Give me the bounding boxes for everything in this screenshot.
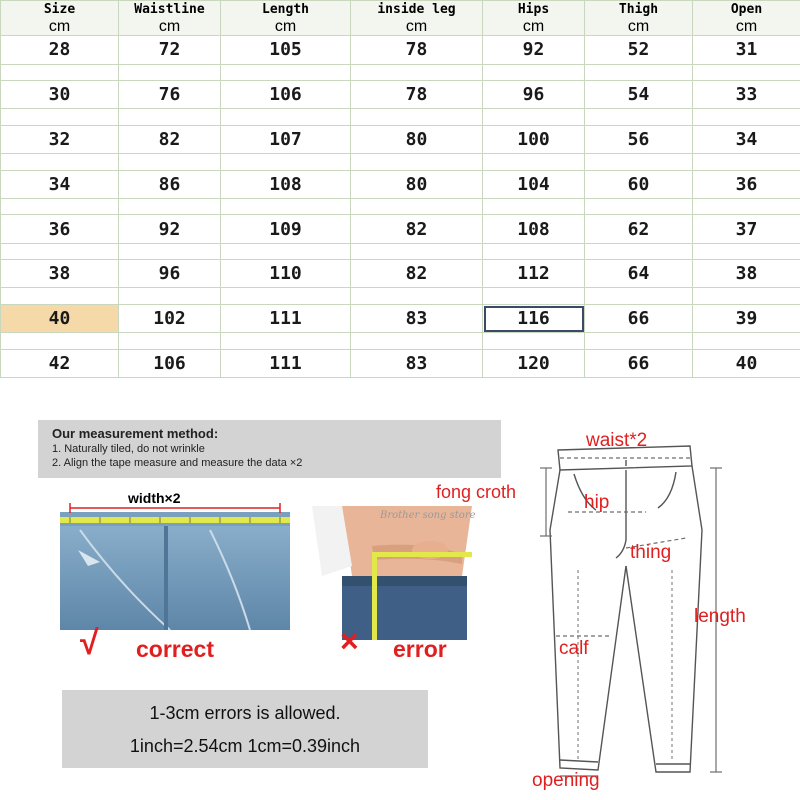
blank-cell[interactable] xyxy=(119,333,221,350)
width-label: width×2 xyxy=(128,490,181,506)
blank-cell[interactable] xyxy=(693,288,800,305)
blank-cell[interactable] xyxy=(693,198,800,215)
table-cell[interactable]: 120 xyxy=(483,349,585,377)
correct-measurement-photo xyxy=(60,490,290,630)
blank-cell[interactable] xyxy=(483,109,585,126)
size-cell[interactable]: 42 xyxy=(1,349,119,377)
blank-cell[interactable] xyxy=(221,333,351,350)
table-cell[interactable]: 56 xyxy=(585,125,693,153)
blank-cell[interactable] xyxy=(483,198,585,215)
blank-cell[interactable] xyxy=(221,243,351,260)
unit-conversion-note: 1inch=2.54cm 1cm=0.39inch xyxy=(129,736,361,756)
table-cell[interactable]: 108 xyxy=(221,170,351,198)
table-cell[interactable]: 82 xyxy=(119,125,221,153)
table-row xyxy=(1,170,800,198)
blank-row xyxy=(1,198,800,215)
blank-cell[interactable] xyxy=(119,64,221,81)
table-cell[interactable]: 36 xyxy=(693,170,800,198)
method-title: Our measurement method: xyxy=(52,426,219,441)
size-cell[interactable]: 34 xyxy=(1,170,119,198)
blank-cell[interactable] xyxy=(693,333,800,350)
table-cell[interactable]: 72 xyxy=(119,36,221,64)
blank-cell[interactable] xyxy=(693,64,800,81)
blank-cell[interactable] xyxy=(1,198,119,215)
blank-cell[interactable] xyxy=(351,198,483,215)
blank-cell[interactable] xyxy=(221,198,351,215)
table-row xyxy=(1,81,800,109)
size-cell[interactable]: 38 xyxy=(1,260,119,288)
method-step: 2. Align the tape measure and measure the data ×2 xyxy=(52,457,303,469)
blank-cell[interactable] xyxy=(1,243,119,260)
table-cell[interactable]: 40 xyxy=(693,349,800,377)
blank-cell[interactable] xyxy=(1,109,119,126)
table-cell[interactable]: 83 xyxy=(351,349,483,377)
table-row xyxy=(1,349,800,377)
blank-cell[interactable] xyxy=(693,243,800,260)
blank-cell[interactable] xyxy=(351,154,483,171)
table-cell[interactable]: 66 xyxy=(585,305,693,333)
blank-cell[interactable] xyxy=(1,64,119,81)
blank-cell[interactable] xyxy=(483,243,585,260)
blank-cell[interactable] xyxy=(351,333,483,350)
table-cell[interactable]: 83 xyxy=(351,305,483,333)
blank-cell[interactable] xyxy=(119,198,221,215)
blank-cell[interactable] xyxy=(585,154,693,171)
size-chart-table xyxy=(0,0,800,378)
thigh-label: thing xyxy=(630,542,672,563)
table-cell[interactable]: 34 xyxy=(693,125,800,153)
column-header: inside leg cm xyxy=(351,1,483,36)
blank-cell[interactable] xyxy=(119,243,221,260)
table-cell[interactable]: 106 xyxy=(119,349,221,377)
table-cell[interactable]: 66 xyxy=(585,349,693,377)
error-label: error xyxy=(393,636,447,662)
blank-row xyxy=(1,288,800,305)
table-cell[interactable]: 92 xyxy=(483,36,585,64)
size-cell[interactable]: 36 xyxy=(1,215,119,243)
blank-cell[interactable] xyxy=(585,64,693,81)
blank-cell[interactable] xyxy=(483,154,585,171)
blank-cell[interactable] xyxy=(585,243,693,260)
size-cell[interactable]: 32 xyxy=(1,125,119,153)
cross-icon: × xyxy=(340,623,359,659)
jeans-outline xyxy=(526,420,800,800)
table-cell[interactable]: 106 xyxy=(221,81,351,109)
table-cell[interactable]: 111 xyxy=(221,305,351,333)
table-cell[interactable]: 111 xyxy=(221,349,351,377)
table-cell[interactable]: 39 xyxy=(693,305,800,333)
blank-cell[interactable] xyxy=(221,154,351,171)
tolerance-note: 1-3cm errors is allowed. xyxy=(149,703,341,723)
table-cell[interactable]: 80 xyxy=(351,125,483,153)
jeans-measurement-diagram xyxy=(436,420,800,800)
blank-cell[interactable] xyxy=(693,109,800,126)
table-cell[interactable]: 92 xyxy=(119,215,221,243)
table-cell[interactable]: 109 xyxy=(221,215,351,243)
checkmark-icon: √ xyxy=(80,624,99,662)
table-header-row xyxy=(1,1,800,36)
table-cell[interactable]: 64 xyxy=(585,260,693,288)
column-header: Size cm xyxy=(1,1,119,36)
opening-label: opening xyxy=(532,770,600,791)
blank-row xyxy=(1,109,800,126)
table-cell[interactable]: 52 xyxy=(585,36,693,64)
column-header: Thigh cm xyxy=(585,1,693,36)
size-cell[interactable]: 40 xyxy=(1,305,119,333)
table-cell[interactable]: 76 xyxy=(119,81,221,109)
length-label: length xyxy=(694,606,746,627)
table-cell[interactable]: 110 xyxy=(221,260,351,288)
calf-label: calf xyxy=(559,638,589,659)
table-row xyxy=(1,125,800,153)
blank-cell[interactable] xyxy=(1,333,119,350)
table-cell[interactable]: 108 xyxy=(483,215,585,243)
table-body xyxy=(1,36,800,378)
store-watermark: Brother song store xyxy=(380,510,476,521)
column-header: Open cm xyxy=(693,1,800,36)
table-cell[interactable]: 82 xyxy=(351,215,483,243)
table-row xyxy=(1,215,800,243)
size-cell[interactable]: 30 xyxy=(1,81,119,109)
table-cell[interactable]: 54 xyxy=(585,81,693,109)
blank-row xyxy=(1,243,800,260)
blank-cell[interactable] xyxy=(221,64,351,81)
table-cell[interactable]: 107 xyxy=(221,125,351,153)
table-cell[interactable]: 100 xyxy=(483,125,585,153)
blank-cell[interactable] xyxy=(483,64,585,81)
column-header: Length cm xyxy=(221,1,351,36)
blank-row xyxy=(1,333,800,350)
column-header: Waistline cm xyxy=(119,1,221,36)
size-cell[interactable]: 28 xyxy=(1,36,119,64)
blank-cell[interactable] xyxy=(585,109,693,126)
correct-label: correct xyxy=(136,636,214,662)
table-cell[interactable]: 82 xyxy=(351,260,483,288)
blank-cell[interactable] xyxy=(585,288,693,305)
error-measurement-photo xyxy=(312,506,502,640)
table-row xyxy=(1,260,800,288)
column-header: Hips cm xyxy=(483,1,585,36)
blank-cell[interactable] xyxy=(351,243,483,260)
blank-cell[interactable] xyxy=(483,288,585,305)
blank-cell[interactable] xyxy=(1,288,119,305)
table-row xyxy=(1,36,800,64)
blank-cell[interactable] xyxy=(221,288,351,305)
blank-cell[interactable] xyxy=(693,154,800,171)
measurement-method-panel xyxy=(38,420,501,478)
tolerance-panel xyxy=(62,690,428,768)
blank-cell[interactable] xyxy=(351,288,483,305)
table-cell[interactable]: 33 xyxy=(693,81,800,109)
table-cell[interactable]: 62 xyxy=(585,215,693,243)
blank-row xyxy=(1,154,800,171)
table-cell[interactable]: 116 xyxy=(483,305,585,333)
blank-cell[interactable] xyxy=(585,198,693,215)
blank-cell[interactable] xyxy=(585,333,693,350)
blank-cell[interactable] xyxy=(351,64,483,81)
table-cell[interactable]: 80 xyxy=(351,170,483,198)
table-cell[interactable]: 96 xyxy=(119,260,221,288)
waist-label: waist*2 xyxy=(586,430,648,451)
blank-cell[interactable] xyxy=(221,109,351,126)
table-cell[interactable]: 78 xyxy=(351,36,483,64)
hip-label: hip xyxy=(584,492,610,513)
method-step: 1. Naturally tiled, do not wrinkle xyxy=(52,443,205,455)
blank-cell[interactable] xyxy=(119,288,221,305)
table-cell[interactable]: 86 xyxy=(119,170,221,198)
table-cell[interactable]: 104 xyxy=(483,170,585,198)
blank-cell[interactable] xyxy=(119,154,221,171)
table-cell[interactable]: 102 xyxy=(119,305,221,333)
table-cell[interactable]: 105 xyxy=(221,36,351,64)
table-cell[interactable]: 96 xyxy=(483,81,585,109)
table-row xyxy=(1,305,800,333)
table-cell[interactable]: 38 xyxy=(693,260,800,288)
blank-cell[interactable] xyxy=(351,109,483,126)
table-cell[interactable]: 60 xyxy=(585,170,693,198)
blank-cell[interactable] xyxy=(1,154,119,171)
table-cell[interactable]: 78 xyxy=(351,81,483,109)
blank-cell[interactable] xyxy=(483,333,585,350)
table-cell[interactable]: 37 xyxy=(693,215,800,243)
crotch-label: fong croth xyxy=(436,482,517,502)
table-cell[interactable]: 31 xyxy=(693,36,800,64)
blank-cell[interactable] xyxy=(119,109,221,126)
blank-row xyxy=(1,64,800,81)
table-cell[interactable]: 112 xyxy=(483,260,585,288)
